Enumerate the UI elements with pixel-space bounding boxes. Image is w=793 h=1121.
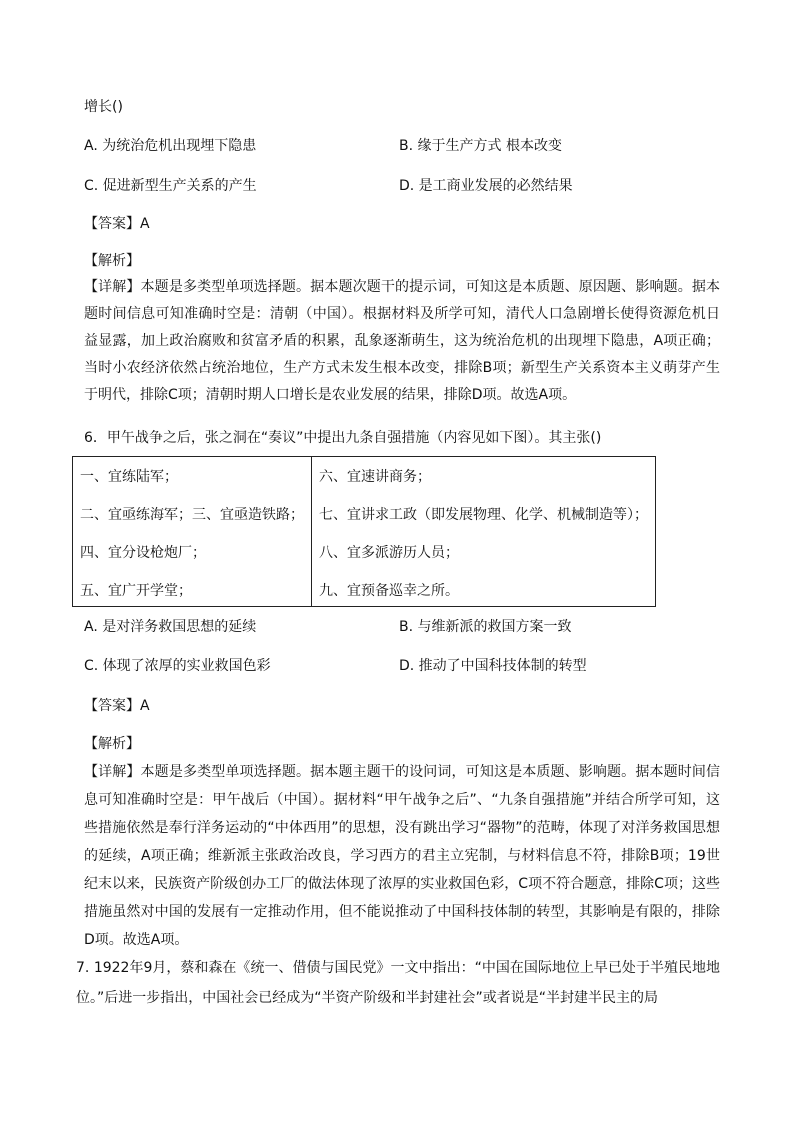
q5-option-a: A. 为统治危机出现埋下隐患 [84,138,257,154]
q6-detail: 【详解】本题是多类型单项选择题。据本题主题干的设问词，可知这是本质题、影响题。据本题时间信息可知准确时空是：甲午战后（中国）。据材料“甲午战争之后”、“九条自强措施”并结合所学可知，这些措施依然是奉行洋务运动的“中体西用”的思想，没有跳出学习“器物”的范畴，体现了对洋务救国思想的延续，A项正确；维新派主张政治改良，学习西方的君主立宪制，与材料信息不符，排除B项；19世纪末以来，民族资产阶级创办工厂的做法体现了浓厚的实业救国色彩，C项不符合题意，排除C项；这些措施虽然对中国的发展有一定推动作用，但不能说推动了中国科技体制的转型，其影响是有限的，排除D项。故选A项。 [84,764,720,948]
q5-analysis-label: 【解析】 [84,253,140,269]
measure-item: 八、宜多派游历人员； [319,545,459,561]
q5-option-c: C. 促进新型生产关系的产生 [84,178,257,194]
q6-analysis-label: 【解析】 [84,736,140,752]
q6-answer: 【答案】A [84,698,150,714]
measures-right-column [312,457,656,607]
measure-item: 六、宜速讲商务； [319,469,431,485]
q6-option-a: A. 是对洋务救国思想的延续 [84,619,257,635]
measure-item: 五、宜广开学堂； [80,583,192,599]
q5-stem-tail: 增长() [84,99,123,115]
q5-detail: 【详解】本题是多类型单项选择题。据本题次题干的提示词，可知这是本质题、原因题、影响题。据本题时间信息可知准确时空是：清朝（中国）。根据材料及所学可知，清代人口急剧增长使得资源危机日益显露，加上政治腐败和贫富矛盾的积累，乱象逐渐萌生，这为统治危机的出现埋下隐患，A项正确；当时小农经济依然占统治地位，生产方式未发生根本改变，排除B项；新型生产关系资本主义萌芽产生于明代，排除C项；清朝时期人口增长是农业发展的结果，排除D项。故选A项。 [84,279,720,403]
q6-stem: 6．甲午战争之后，张之洞在“奏议”中提出九条自强措施（内容见如下图）。其主张() [84,430,602,446]
q5-answer: 【答案】A [84,216,150,232]
measure-item: 一、宜练陆军； [80,469,178,485]
q6-option-c: C. 体现了浓厚的实业救国色彩 [84,658,271,674]
q6-option-d: D. 推动了中国科技体制的转型 [399,658,587,674]
q7-stem: 7. 1922年9月，蔡和森在《统一、借债与国民党》一文中指出：“中国在国际地位上早已处于半殖民地地位。”后进一步指出，中国社会已经成为“半资产阶级和半封建社会”或者说是“半封建半民主的局 [76,960,720,1006]
q5-option-b: B. 缘于生产方式 根本改变 [399,138,562,154]
q6-option-b: B. 与维新派的救国方案一致 [399,619,572,635]
measures-table [72,456,656,607]
q5-option-d: D. 是工商业发展的必然结果 [399,178,573,194]
measure-item: 二、宜亟练海军；三、宜亟造铁路； [80,507,304,523]
measure-item: 四、宜分设枪炮厂； [80,545,206,561]
measure-item: 七、宜讲求工政（即发展物理、化学、机械制造等）； [319,507,648,523]
measure-item: 九、宜预备巡幸之所。 [319,583,459,599]
measures-left-column [73,457,312,607]
